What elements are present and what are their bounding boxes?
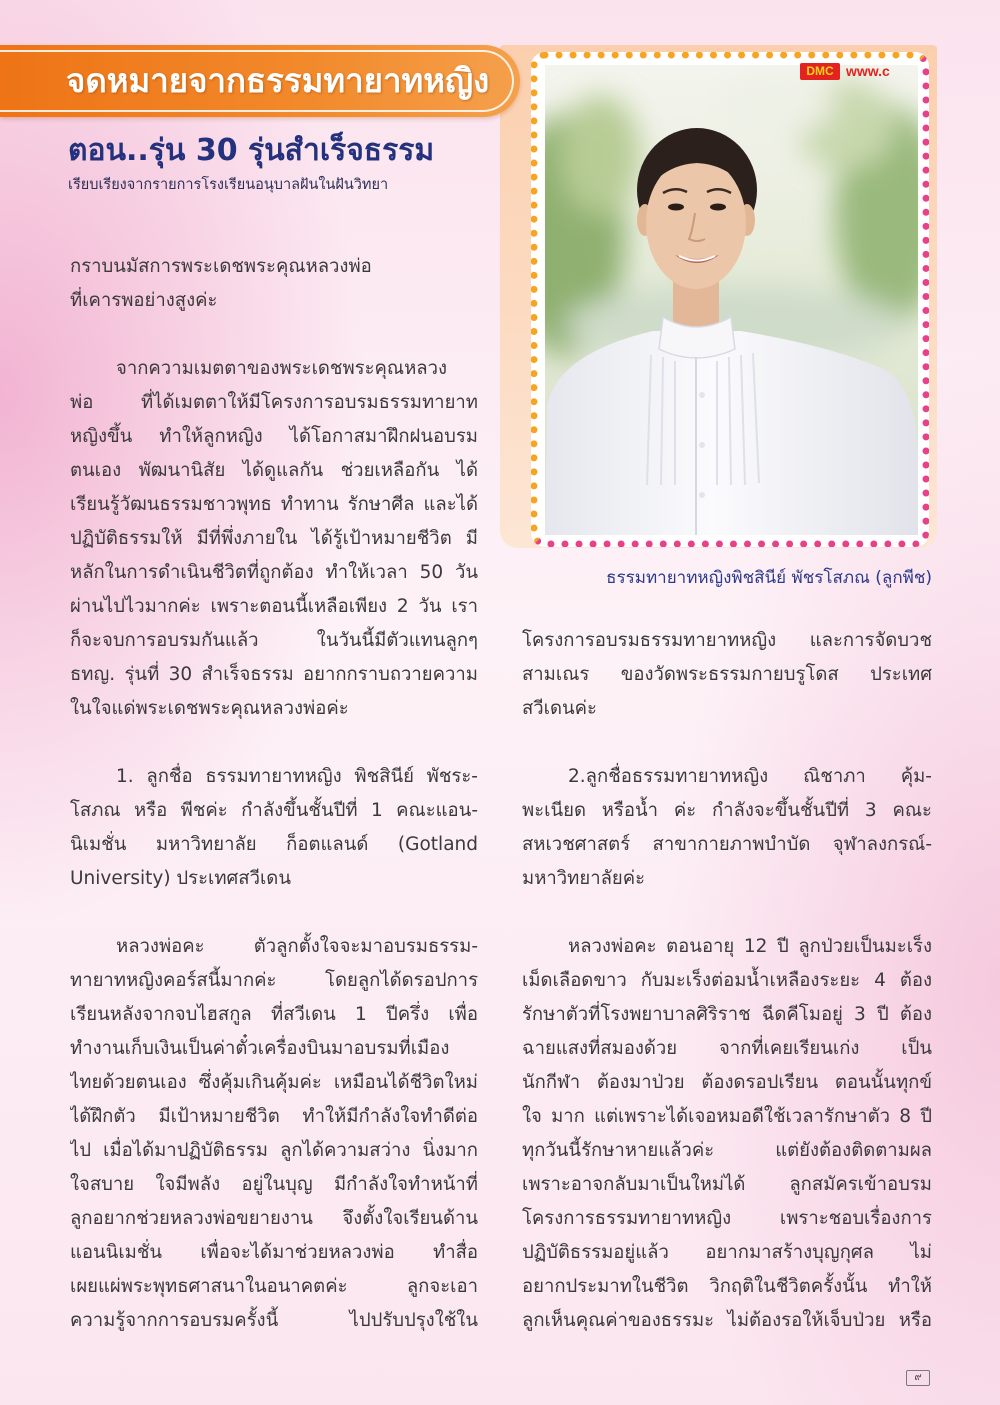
text-line: สวีเดนค่ะ (522, 698, 597, 719)
text-line: นักกีฬา ต้องมาป่วย ต้องดรอปเรียน ตอนนั้นทุกข์ (522, 1072, 932, 1093)
text-line: ไทยด้วยตนเอง ซึ่งคุ้มเกินคุ้มค่ะ เหมือนได้ชีวิตใหม่ (70, 1072, 478, 1093)
text-line: หลวงพ่อคะ ตอนอายุ 12 ปี ลูกป่วยเป็นมะเร็ง (568, 936, 932, 957)
text-line: กราบนมัสการพระเดชพระคุณหลวงพ่อ (70, 256, 372, 277)
text-line: ที่เคารพอย่างสูงค่ะ (70, 290, 218, 311)
text-line: สามเณร ของวัดพระธรรมกายบรูโดส ประเทศ (522, 664, 932, 685)
text-line: ตนเอง พัฒนานิสัย ได้ดูแลกัน ช่วยเหลือกัน ได้ (70, 460, 478, 481)
episode-title: ตอน..รุ่น 30 รุ่นสำเร็จธรรม (68, 133, 435, 168)
text-line: โครงการธรรมทายาทหญิง เพราะชอบเรื่องการ (522, 1208, 932, 1229)
paragraph-student-1-story (70, 930, 478, 1338)
text-line: เม็ดเลือดขาว กับมะเร็งต่อมน้ำเหลืองระยะ 4 ต้อง (522, 970, 932, 991)
paragraph-student-1-continued (522, 624, 932, 726)
dmc-website-text: www.c (846, 63, 890, 79)
text-line: รักษาตัวที่โรงพยาบาลศิริราช ฉีดคีโมอยู่ 3 ปี ต้อง (522, 1004, 932, 1025)
text-line: โครงการอบรมธรรมทายาทหญิง และการจัดบวช (522, 630, 932, 651)
text-line: ฉายแสงที่สมองด้วย จากที่เคยเรียนเก่ง เป็น (522, 1038, 932, 1059)
paragraph-student-2-story (522, 930, 932, 1338)
page-number: ๙ (906, 1370, 930, 1386)
text-line: หลักในการดำเนินชีวิตที่ถูกต้อง ทำให้เวลา 50 วัน (70, 562, 478, 583)
photo-caption: ธรรมทายาทหญิงพิชสินีย์ พัชรโสภณ (ลูกพีช) (606, 568, 932, 588)
banner-title: จดหมายจากธรรมทายาทหญิง (66, 61, 490, 100)
paragraph-intro (70, 352, 478, 726)
paragraph-greeting (70, 250, 478, 318)
text-line: เพราะอาจกลับมาเป็นใหม่ได้ ลูกสมัครเข้าอบรม (522, 1174, 932, 1195)
text-line: นิเมชั่น มหาวิทยาลัย ก็อตแลนด์ (Gotland (70, 834, 478, 855)
portrait-photo (545, 65, 918, 535)
paragraph-student-1-intro (70, 760, 478, 896)
text-line: ทุกวันนี้รักษาหายแล้วค่ะ แต่ยังต้องติดตามผล (522, 1140, 932, 1161)
text-line: มหาวิทยาลัยค่ะ (522, 868, 646, 889)
section-banner (0, 45, 520, 117)
text-line: ลูกอยากช่วยหลวงพ่อขยายงาน จึงตั้งใจเรียนด้าน (70, 1208, 478, 1229)
text-line: โสภณ หรือ พีชค่ะ กำลังขึ้นชั้นปีที่ 1 คณะแอน- (70, 800, 478, 821)
portrait-shirt (545, 331, 918, 535)
paragraph-student-2-intro (522, 760, 932, 896)
text-line: University) ประเทศสวีเดน (70, 868, 291, 889)
text-line: ความรู้จากการอบรมครั้งนี้ ไปปรับปรุงใช้ใน (70, 1310, 478, 1331)
text-line: พ่อ ที่ได้เมตตาให้มีโครงการอบรมธรรมทายาท (70, 392, 478, 413)
text-line: เรียนรู้วัฒนธรรมชาวพุทธ ทำทาน รักษาศีล และได้ (70, 494, 478, 515)
source-note: เรียบเรียงจากรายการโรงเรียนอนุบาลฝันในฝันวิทยา (68, 177, 389, 193)
text-line: ผ่านไปไวมากค่ะ เพราะตอนนี้เหลือเพียง 2 วัน เรา (70, 596, 478, 617)
text-line: หญิงขึ้น ทำให้ลูกหญิง ได้โอกาสมาฝึกฝนอบรม (70, 426, 478, 447)
dmc-logo: DMC (800, 63, 840, 80)
portrait-illustration (545, 65, 918, 535)
text-line: อยากประมาทในชีวิต วิกฤติในชีวิตครั้งนั้น ทำให้ (522, 1276, 932, 1297)
text-line: หลวงพ่อคะ ตัวลูกตั้งใจจะมาอบรมธรรม- (116, 936, 478, 957)
right-text-column (522, 624, 932, 1372)
text-line: ลูกเห็นคุณค่าของธรรมะ ไม่ต้องรอให้เจ็บป่วย หรือ (522, 1310, 932, 1331)
text-line: ธทญ. รุ่นที่ 30 สำเร็จธรรม อยากกราบถวายความ (70, 664, 478, 685)
text-line: 1. ลูกชื่อ ธรรมทายาทหญิง พิชสินีย์ พัชระ- (116, 766, 478, 787)
text-line: ปฏิบัติธรรมอยู่แล้ว อยากมาสร้างบุญกุศล ไม่ (522, 1242, 932, 1263)
text-line: เผยแผ่พระพุทธศาสนาในอนาคตค่ะ ลูกจะเอา (70, 1276, 478, 1297)
text-line: ในใจแด่พระเดชพระคุณหลวงพ่อค่ะ (70, 698, 349, 719)
text-line: ก็จะจบการอบรมกันแล้ว ในวันนี้มีตัวแทนลูกๆ (70, 630, 478, 651)
text-line: ได้ฝึกตัว มีเป้าหมายชีวิต ทำให้มีกำลังใจทำดีต่อ (70, 1106, 478, 1127)
text-line: จากความเมตตาของพระเดชพระคุณหลวง (116, 358, 448, 379)
text-line: แอนนิเมชั่น เพื่อจะได้มาช่วยหลวงพ่อ ทำสื่อ (70, 1242, 478, 1263)
text-line: พะเนียด หรือน้ำ ค่ะ กำลังจะขึ้นชั้นปีที่ 3 คณะ (522, 800, 932, 821)
text-line: ทายาทหญิงคอร์สนี้มากค่ะ โดยลูกได้ดรอปการ (70, 970, 478, 991)
text-line: 2.ลูกชื่อธรรมทายาทหญิง ณิชาภา คุ้ม- (568, 766, 932, 787)
text-line: ไป เมื่อได้มาปฏิบัติธรรม ลูกได้ความสว่าง นิ่งมาก (70, 1140, 478, 1161)
text-line: เรียนหลังจากจบไฮสกูล ที่สวีเดน 1 ปีครึ่ง เพื่อ (70, 1004, 478, 1025)
text-line: สหเวชศาสตร์ สาขากายภาพบำบัด จุฬาลงกรณ์- (522, 834, 932, 855)
portrait-face (646, 157, 746, 289)
text-line: ปฏิบัติธรรมให้ มีที่พึ่งภายใน ได้รู้เป้าหมายชีวิต มี (70, 528, 478, 549)
left-text-column (70, 250, 478, 1372)
text-line: ใจ มาก แต่เพราะได้เจอหมอดีใช้เวลารักษาตัว 8 ปี (522, 1106, 932, 1127)
text-line: ทำงานเก็บเงินเป็นค่าตั๋วเครื่องบินมาอบรมที่เมือง (70, 1038, 450, 1059)
text-line: ใจสบาย ใจมีพลัง อยู่ในบุญ มีกำลังใจทำหน้าที่ (70, 1174, 478, 1195)
